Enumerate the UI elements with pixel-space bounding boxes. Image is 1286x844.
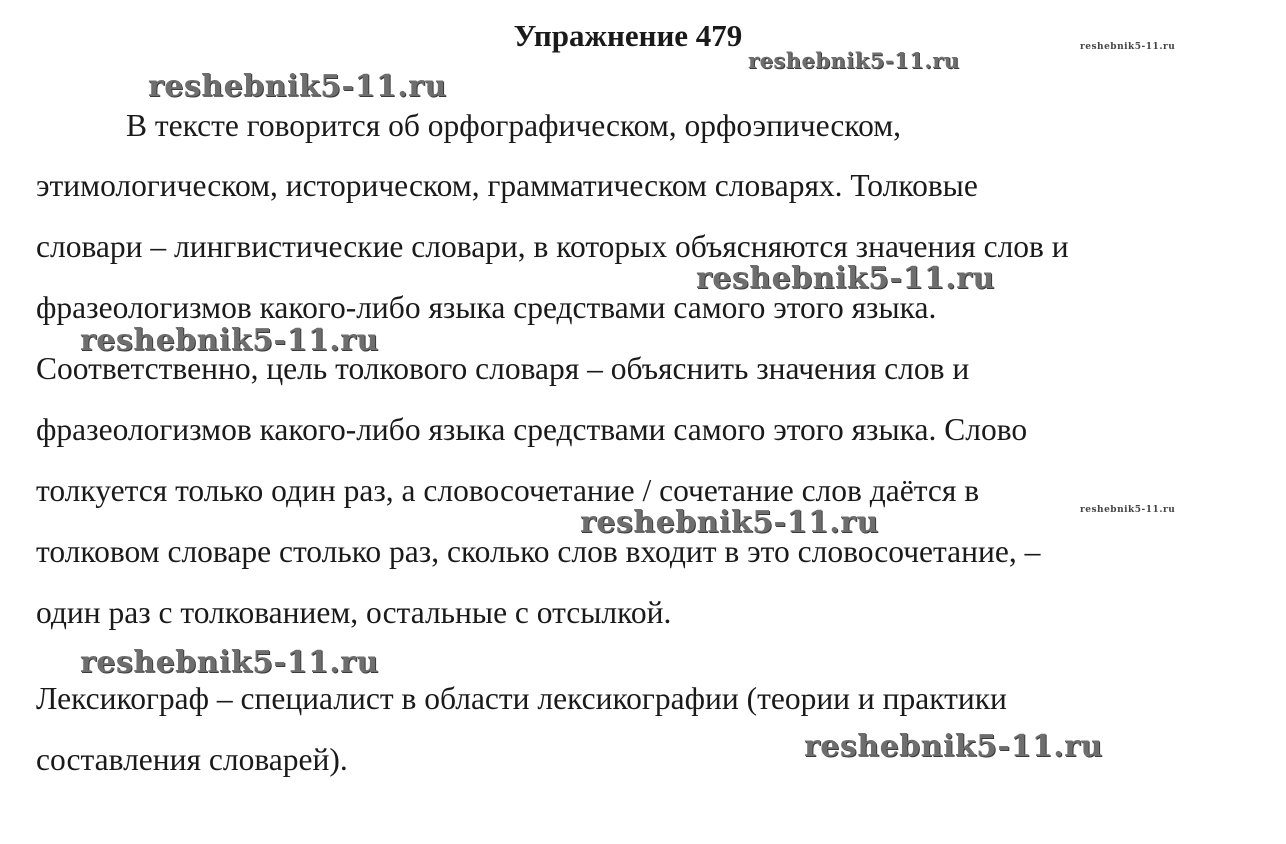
text-line-4: фразеологизмов какого-либо языка средствами самого этого языка.: [36, 290, 937, 325]
watermark: reshebnik5-11.ru: [580, 505, 879, 540]
watermark: reshebnik5-11.ru: [80, 645, 379, 680]
text-line-10: Лексикограф – специалист в области лексикографии (теории и практики: [36, 681, 1007, 716]
exercise-title: Упражнение 479: [513, 18, 743, 53]
text-line-7: толкуется только один раз, а словосочетание / сочетание слов даётся в: [36, 473, 980, 508]
watermark: reshebnik5-11.ru: [1080, 505, 1176, 515]
text-line-3: словари – лингвистические словари, в которых объясняются значения слов и: [36, 229, 1069, 264]
text-line-11: составления словарей).: [36, 742, 348, 777]
watermark: reshebnik5-11.ru: [148, 69, 447, 104]
text-line-9: один раз с толкованием, остальные с отсылкой.: [36, 595, 672, 630]
watermark: reshebnik5-11.ru: [80, 323, 379, 358]
text-line-8: толковом словаре столько раз, сколько слов входит в это словосочетание, –: [36, 534, 1041, 569]
text-line-5: Соответственно, цель толкового словаря – объяснить значения слов и: [36, 351, 970, 386]
text-line-2: этимологическом, историческом, грамматическом словарях. Толковые: [36, 168, 978, 203]
watermark: reshebnik5-11.ru: [804, 729, 1103, 764]
watermark: reshebnik5-11.ru: [748, 48, 960, 73]
text-line-1: В тексте говорится об орфографическом, орфоэпическом,: [126, 108, 902, 143]
watermark: reshebnik5-11.ru: [696, 261, 995, 296]
text-line-6: фразеологизмов какого-либо языка средствами самого этого языка. Слово: [36, 412, 1028, 447]
watermark: reshebnik5-11.ru: [1080, 42, 1176, 52]
